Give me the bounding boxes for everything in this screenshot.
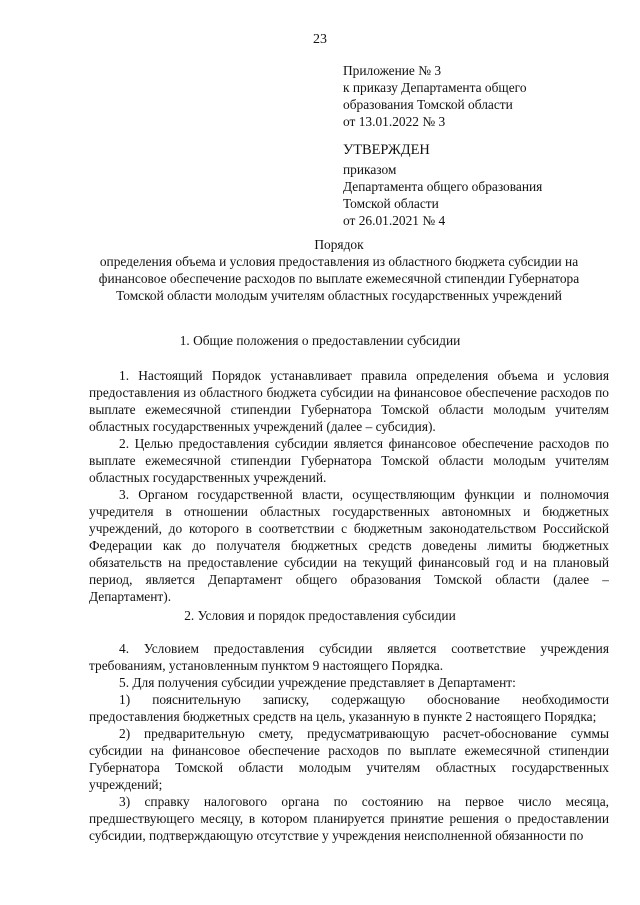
paragraph-2: 2. Целью предоставления субсидии является финансовое обеспечение расходов по выплате ежемесячной стипендии Губернатора Томской области молодым учителям областных государственных учреждений. xyxy=(89,436,609,485)
title-heading: Порядок xyxy=(314,237,364,252)
appendix-line: Приложение № 3 xyxy=(343,63,442,78)
section-2-heading: 2. Условия и порядок предоставления субсидии xyxy=(184,608,456,623)
title-line: определения объема и условия предоставления из областного бюджета субсидии на xyxy=(99,254,579,269)
appendix-line: к приказу Департамента общего xyxy=(343,80,527,95)
paragraph-3: 3. Органом государственной власти, осуществляющим функции и полномочия учредителя в отношении областных государственных автономных и бюджетных учреждений, до которого в соответствии с бюджетным законодательством Российской Федерации как до получателя бюджетных средств доведены лимиты бюджетных обязательств на предоставление субсидии на текущий финансовый год и на плановый период, является Департамент общего образования Томской области (далее – Департамент). xyxy=(89,487,609,604)
section-1-heading: 1. Общие положения о предоставлении субсидии xyxy=(179,333,461,348)
paragraph-5-item-3: 3) справку налогового органа по состоянию на первое число месяца, предшествующего месяцу, в котором планируется принятие решения о предоставлении субсидии, подтверждающую отсутствие у учреждения неисполненной обязанности по xyxy=(89,794,609,843)
title-line: Томской области молодым учителям областных государственных учреждений xyxy=(116,288,562,303)
paragraph-4: 4. Условием предоставления субсидии является соответствие учреждения требованиям, установленным пунктом 9 настоящего Порядка. xyxy=(89,641,609,673)
paragraph-5-item-2: 2) предварительную смету, предусматривающую расчет-обоснование суммы субсидии на финансовое обеспечение расходов по выплате ежемесячной стипендии Губернатора Томской области молодым учителям областных государственных учреждений; xyxy=(89,726,609,792)
approval-line: приказом xyxy=(343,162,397,177)
approval-line: Томской области xyxy=(343,196,439,211)
paragraph-5: 5. Для получения субсидии учреждение представляет в Департамент: xyxy=(119,675,516,690)
approval-block xyxy=(343,142,633,229)
paragraph-1: 1. Настоящий Порядок устанавливает правила определения объема и условия предоставления из областного бюджета субсидии на финансовое обеспечение расходов по выплате ежемесячной стипендии Губернатора Томской области молодым учителям областных государственных учреждений (далее – субсидия). xyxy=(89,368,609,434)
document-title xyxy=(60,236,618,304)
page-number: 23 xyxy=(313,32,327,47)
appendix-line: от 13.01.2022 № 3 xyxy=(343,114,446,129)
appendix-block xyxy=(343,62,633,130)
title-line: финансовое обеспечение расходов по выплате ежемесячной стипендии Губернатора xyxy=(98,271,580,286)
approval-heading: УТВЕРЖДЕН xyxy=(343,142,430,158)
paragraph-5-item-1: 1) пояснительную записку, содержащую обоснование необходимости предоставления бюджетных средств на цель, указанную в пункте 2 настоящего Порядка; xyxy=(89,692,609,724)
approval-line: Департамента общего образования xyxy=(343,179,543,194)
section-2-body xyxy=(89,640,609,844)
approval-line: от 26.01.2021 № 4 xyxy=(343,213,446,228)
section-1-body xyxy=(89,367,609,605)
appendix-line: образования Томской области xyxy=(343,97,513,112)
